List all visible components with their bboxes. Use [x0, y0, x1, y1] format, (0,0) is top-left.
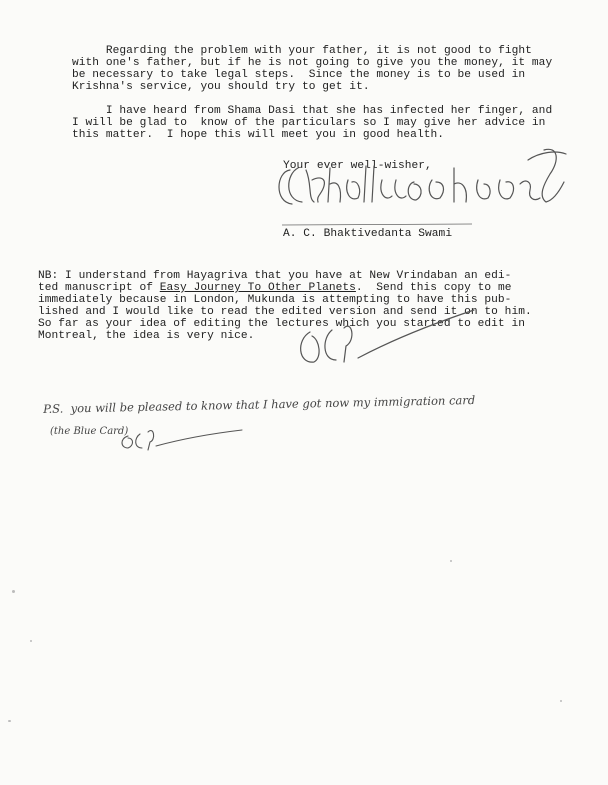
nb-line-suffix: . Send this copy to me	[355, 282, 512, 294]
salutation: Your ever well-wisher,	[283, 160, 432, 172]
paragraph-line: this matter. I hope this will meet you in good health.	[72, 129, 444, 141]
postscript-initials	[118, 412, 248, 452]
scan-speck	[12, 590, 15, 593]
nb-line	[38, 282, 511, 294]
postscript-line: P.S. you will be pleased to know that I have got now my immigration card	[43, 392, 476, 416]
scan-speck	[560, 700, 562, 702]
scan-speck	[450, 560, 452, 562]
paragraph-line: be necessary to take legal steps. Since the money is to be used in	[72, 69, 526, 81]
scan-speck	[30, 640, 32, 642]
nb-line: NB: I understand from Hayagriva that you have at New Vrindaban an edi-	[38, 270, 512, 282]
paragraph-line: with one's father, but if he is not going to give you the money, it may	[72, 57, 553, 69]
paragraph-line: I will be glad to know of the particulars so I may give her advice in	[72, 117, 546, 129]
nb-line: So far as your idea of editing the lectures which you started to edit in	[38, 318, 525, 330]
postscript-line: (the Blue Card)	[50, 426, 129, 437]
nb-line: Montreal, the idea is very nice.	[38, 330, 255, 342]
paragraph-line: Krishna's service, you should try to get it.	[72, 81, 370, 93]
nb-line-prefix: ted manuscript of	[38, 282, 160, 294]
scan-speck	[8, 720, 11, 722]
paragraph-line: I have heard from Shama Dasi that she has infected her finger, and	[72, 105, 553, 117]
nb-line: lished and I would like to read the edited version and send it on to him.	[38, 306, 532, 318]
nb-line: immediately because in London, Mukunda is attempting to have this pub-	[38, 294, 512, 306]
handwritten-signature	[268, 140, 578, 220]
book-title: Easy Journey To Other Planets	[159, 282, 356, 294]
paragraph-line: Regarding the problem with your father, it is not good to fight	[72, 45, 532, 57]
signature-line	[282, 222, 482, 228]
signature-name: A. C. Bhaktivedanta Swami	[283, 228, 453, 240]
initials-scribble	[292, 300, 482, 380]
